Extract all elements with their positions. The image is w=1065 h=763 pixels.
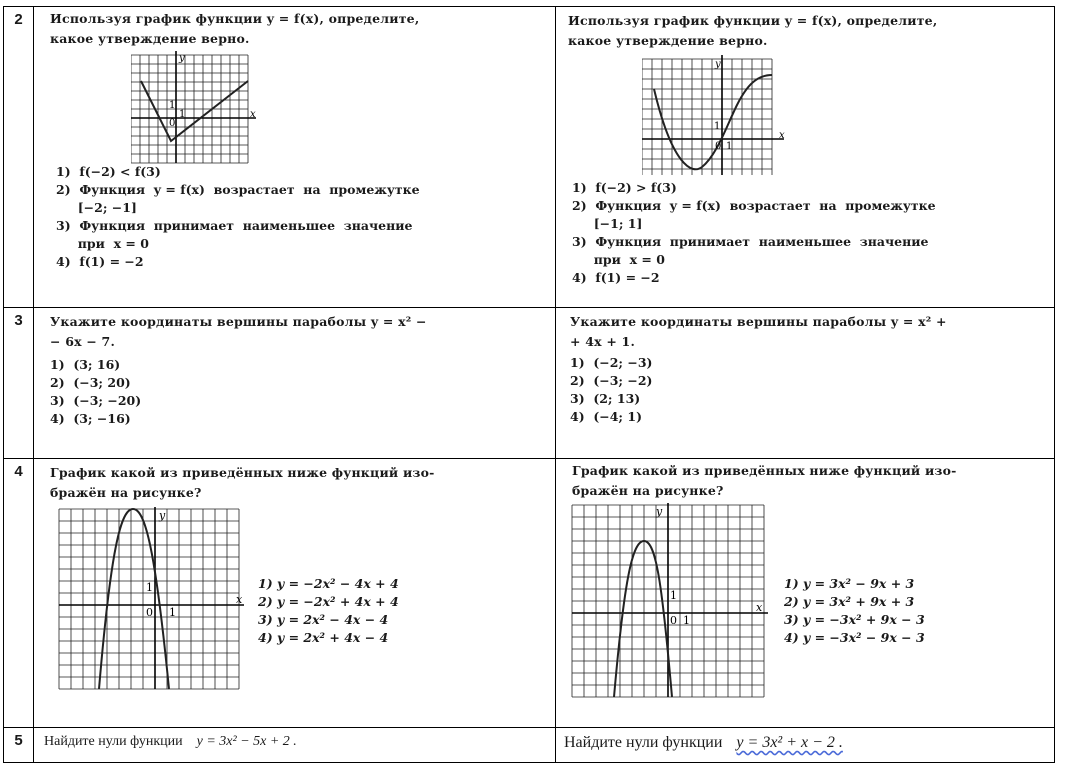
tick-origin: 0 xyxy=(715,141,722,152)
answer-option: при x = 0 xyxy=(56,236,149,251)
task-number: 2 xyxy=(4,7,34,308)
question-line-2: бражён на рисунке? xyxy=(50,485,202,500)
function-graph xyxy=(131,51,261,171)
answer-options xyxy=(56,163,420,271)
function-graph xyxy=(56,507,246,693)
tick-x-one: 1 xyxy=(169,606,176,619)
question-text xyxy=(50,463,435,503)
axis-label-x: x xyxy=(250,109,256,120)
tick-y-one: 1 xyxy=(714,121,721,132)
answer-option: 2) y = −2x² + 4x + 4 xyxy=(258,594,399,609)
task-number: 5 xyxy=(4,728,34,763)
question-line-2: какое утверждение верно. xyxy=(568,33,768,48)
question-line-1: Укажите координаты вершины параболы y = x² − xyxy=(50,314,427,329)
parabola-curve xyxy=(614,541,672,697)
answer-option: 3) (−3; −20) xyxy=(50,393,142,408)
task-cell-right xyxy=(556,459,1055,728)
answer-options xyxy=(50,356,141,428)
question-text xyxy=(50,312,427,352)
function-formula: y = 3x² − 5x + 2 . xyxy=(196,734,297,749)
answer-option: 4) (3; −16) xyxy=(50,411,131,426)
answer-option: 4) f(1) = −2 xyxy=(56,254,144,269)
answer-option: 3) Функция принимает наименьшее значение xyxy=(572,234,929,249)
task-cell-right xyxy=(556,308,1055,459)
tick-y-one: 1 xyxy=(169,100,176,111)
answer-option: 3) Функция принимает наименьшее значение xyxy=(56,218,413,233)
answer-option: 3) (2; 13) xyxy=(570,391,641,406)
question-text xyxy=(44,734,297,750)
grid xyxy=(131,55,248,163)
task-cell-right xyxy=(556,728,1055,763)
task-number: 3 xyxy=(4,308,34,459)
answer-option: 4) y = −3x² − 9x − 3 xyxy=(784,630,925,645)
parabola-curve xyxy=(99,509,169,689)
answer-option: 3) y = 2x² − 4x − 4 xyxy=(258,612,389,627)
task-cell-left xyxy=(34,7,556,308)
function-curve xyxy=(141,81,248,141)
answer-option: 3) y = −3x² + 9x − 3 xyxy=(784,612,925,627)
question-text xyxy=(50,9,419,49)
axis-label-y: y xyxy=(715,59,721,70)
question-line-1: График какой из приведённых ниже функций изо- xyxy=(572,463,957,478)
task-table xyxy=(3,6,1055,763)
axis-label-y: y xyxy=(656,505,663,518)
question-line-1: Найдите нули функции xyxy=(44,734,183,749)
question-line-1: Укажите координаты вершины параболы y = x² + xyxy=(570,314,947,329)
task-cell-left xyxy=(34,728,556,763)
axis-label-x: x xyxy=(236,593,243,606)
tick-x-one: 1 xyxy=(179,109,186,120)
task-cell-right xyxy=(556,7,1055,308)
answer-option: 2) y = 3x² + 9x + 3 xyxy=(784,594,915,609)
answer-options xyxy=(572,179,936,287)
question-line-2: + 4x + 1. xyxy=(570,334,636,349)
tick-x-one: 1 xyxy=(683,614,690,627)
answer-option: 1) y = 3x² − 9x + 3 xyxy=(784,576,915,591)
answer-options xyxy=(570,354,652,426)
task-number: 4 xyxy=(4,459,34,728)
answer-option: 4) y = 2x² + 4x − 4 xyxy=(258,630,389,645)
tick-y-one: 1 xyxy=(146,581,153,594)
answer-option: 1) (−2; −3) xyxy=(570,355,653,370)
answer-option: 1) f(−2) > f(3) xyxy=(572,180,677,195)
answer-option: 2) (−3; −2) xyxy=(570,373,653,388)
question-line-1: Используя график функции y = f(x), определите, xyxy=(50,11,420,26)
answer-options xyxy=(258,575,399,647)
answer-options xyxy=(784,575,925,647)
question-line-2: бражён на рисунке? xyxy=(572,483,724,498)
task-row-4 xyxy=(4,459,1055,728)
question-text xyxy=(568,11,937,51)
answer-option: [−2; −1] xyxy=(56,200,137,215)
question-text xyxy=(570,312,947,352)
axis-label-y: y xyxy=(179,53,185,64)
question-line-2: какое утверждение верно. xyxy=(50,31,250,46)
question-text xyxy=(564,734,843,752)
function-graph xyxy=(570,503,772,701)
tick-origin: 0 xyxy=(146,606,153,619)
answer-option: 4) (−4; 1) xyxy=(570,409,642,424)
task-row-3 xyxy=(4,308,1055,459)
answer-option: 2) Функция y = f(x) возрастает на промежутке xyxy=(572,198,936,213)
task-cell-left xyxy=(34,308,556,459)
answer-option: 2) Функция y = f(x) возрастает на промежутке xyxy=(56,182,420,197)
tick-y-one: 1 xyxy=(670,589,677,602)
task-row-2 xyxy=(4,7,1055,308)
question-line-1: График какой из приведённых ниже функций изо- xyxy=(50,465,435,480)
axis-label-x: x xyxy=(779,130,785,141)
answer-option: 2) (−3; 20) xyxy=(50,375,131,390)
axis-label-x: x xyxy=(756,601,763,614)
answer-option: [−1; 1] xyxy=(572,216,643,231)
tick-origin: 0 xyxy=(169,118,176,129)
task-row-5 xyxy=(4,728,1055,763)
task-cell-left xyxy=(34,459,556,728)
answer-option: при x = 0 xyxy=(572,252,665,267)
answer-option: 1) f(−2) < f(3) xyxy=(56,164,161,179)
tick-origin: 0 xyxy=(670,614,677,627)
answer-option: 4) f(1) = −2 xyxy=(572,270,660,285)
answer-option: 1) (3; 16) xyxy=(50,357,121,372)
function-formula: y = 3x² + x − 2 . xyxy=(736,734,843,751)
answer-option: 1) y = −2x² − 4x + 4 xyxy=(258,576,399,591)
tick-x-one: 1 xyxy=(726,141,733,152)
question-line-2: − 6x − 7. xyxy=(50,334,116,349)
function-graph xyxy=(642,55,792,181)
question-line-1: Найдите нули функции xyxy=(564,734,723,751)
question-text xyxy=(572,461,957,501)
question-line-1: Используя график функции y = f(x), определите, xyxy=(568,13,938,28)
axis-label-y: y xyxy=(159,509,166,522)
